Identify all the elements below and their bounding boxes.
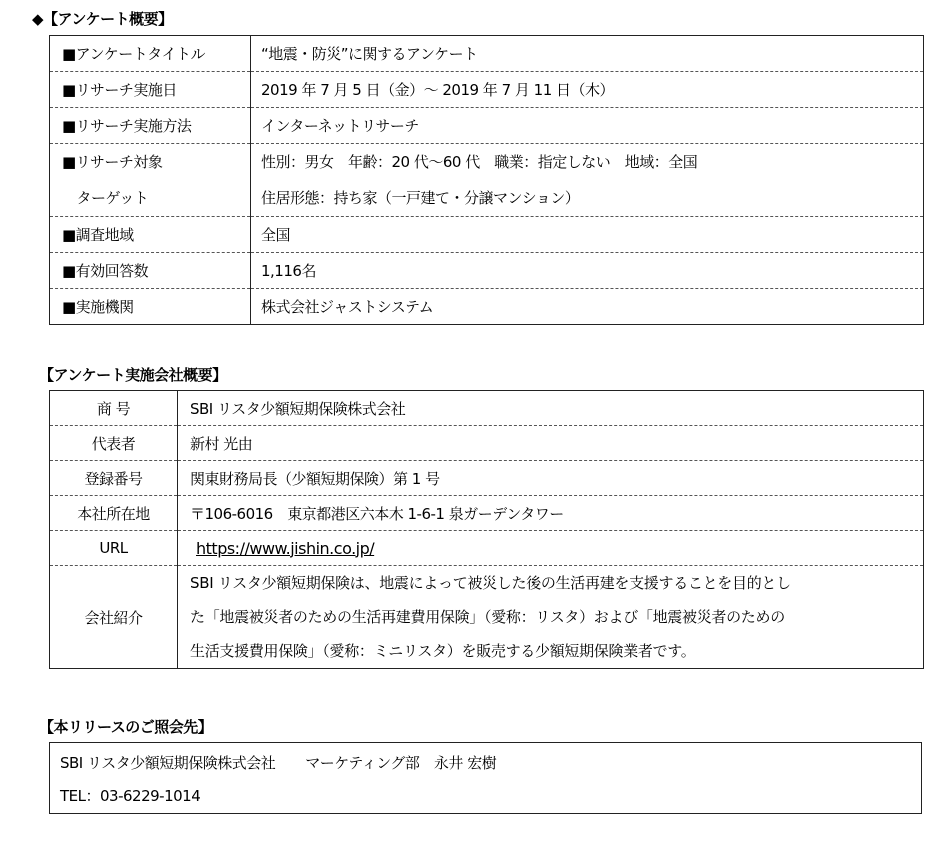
table-row bbox=[50, 426, 924, 461]
company-heading: 【アンケート実施会社概要】 bbox=[39, 366, 227, 384]
row-label: 代表者 bbox=[50, 426, 178, 461]
table-row bbox=[50, 108, 924, 144]
row-label: 商 号 bbox=[50, 391, 178, 426]
row-value bbox=[178, 566, 924, 669]
contact-heading: 【本リリースのご照会先】 bbox=[39, 718, 213, 736]
company-url-link[interactable]: https://www.jishin.co.jp/ bbox=[196, 538, 375, 558]
row-label: URL bbox=[50, 531, 178, 566]
table-row bbox=[50, 72, 924, 108]
row-label: ■調査地域 bbox=[50, 217, 251, 253]
contact-company: SBI リスタ少額短期保険株式会社 bbox=[60, 754, 276, 772]
contact-box bbox=[49, 742, 922, 814]
company-intro-line: 生活支援費用保険」（愛称：ミニリスタ）を販売する少額短期保険業者です。 bbox=[190, 642, 696, 660]
row-value: 新村 光由 bbox=[178, 426, 924, 461]
row-value: 関東財務局長（少額短期保険）第 1 号 bbox=[178, 461, 924, 496]
company-overview-table bbox=[49, 390, 924, 669]
row-label: ■実施機関 bbox=[50, 289, 251, 325]
row-label-line: ターゲット bbox=[62, 189, 149, 207]
row-value bbox=[251, 144, 924, 217]
company-intro-line: SBI リスタ少額短期保険は、地震によって被災した後の生活再建を支援することを目的とし bbox=[190, 574, 791, 592]
contact-department-person: マーケティング部 永井 宏樹 bbox=[305, 754, 497, 772]
table-row bbox=[50, 289, 924, 325]
table-row bbox=[50, 391, 924, 426]
row-label: ■アンケートタイトル bbox=[50, 36, 251, 72]
survey-overview-table bbox=[49, 35, 924, 325]
company-intro-line: た「地震被災者のための生活再建費用保険」（愛称：リスタ）および「地震被災者のための bbox=[190, 608, 785, 626]
contact-line bbox=[60, 747, 911, 780]
table-row bbox=[50, 253, 924, 289]
row-value: インターネットリサーチ bbox=[251, 108, 924, 144]
table-row bbox=[50, 566, 924, 669]
row-value: 1,116名 bbox=[251, 253, 924, 289]
table-row bbox=[50, 461, 924, 496]
row-label bbox=[50, 144, 251, 217]
table-row bbox=[50, 496, 924, 531]
row-label: ■リサーチ実施日 bbox=[50, 72, 251, 108]
table-row bbox=[50, 217, 924, 253]
table-row bbox=[50, 144, 924, 217]
row-value bbox=[178, 531, 924, 566]
table-row bbox=[50, 531, 924, 566]
contact-tel: TEL：03-6229-1014 bbox=[60, 787, 201, 805]
row-label: ■リサーチ実施方法 bbox=[50, 108, 251, 144]
row-value: SBI リスタ少額短期保険株式会社 bbox=[178, 391, 924, 426]
table-row bbox=[50, 36, 924, 72]
row-label: 本社所在地 bbox=[50, 496, 178, 531]
row-label: ■有効回答数 bbox=[50, 253, 251, 289]
row-label-line: ■リサーチ対象 bbox=[62, 153, 163, 171]
row-value: 2019 年 7 月 5 日（金）〜 2019 年 7 月 11 日（木） bbox=[251, 72, 924, 108]
row-label: 会社紹介 bbox=[50, 566, 178, 669]
row-value: “地震・防災”に関するアンケート bbox=[251, 36, 924, 72]
survey-heading: ◆【アンケート概要】 bbox=[32, 10, 173, 28]
row-label: 登録番号 bbox=[50, 461, 178, 496]
row-value: 全国 bbox=[251, 217, 924, 253]
row-value-line: 住居形態：持ち家（一戸建て・分譲マンション） bbox=[261, 189, 580, 207]
row-value: 〒106-6016 東京都港区六本木 1-6-1 泉ガーデンタワー bbox=[178, 496, 924, 531]
row-value: 株式会社ジャストシステム bbox=[251, 289, 924, 325]
row-value-line: 性別：男女 年齢：20 代〜60 代 職業：指定しない 地域：全国 bbox=[261, 153, 698, 171]
